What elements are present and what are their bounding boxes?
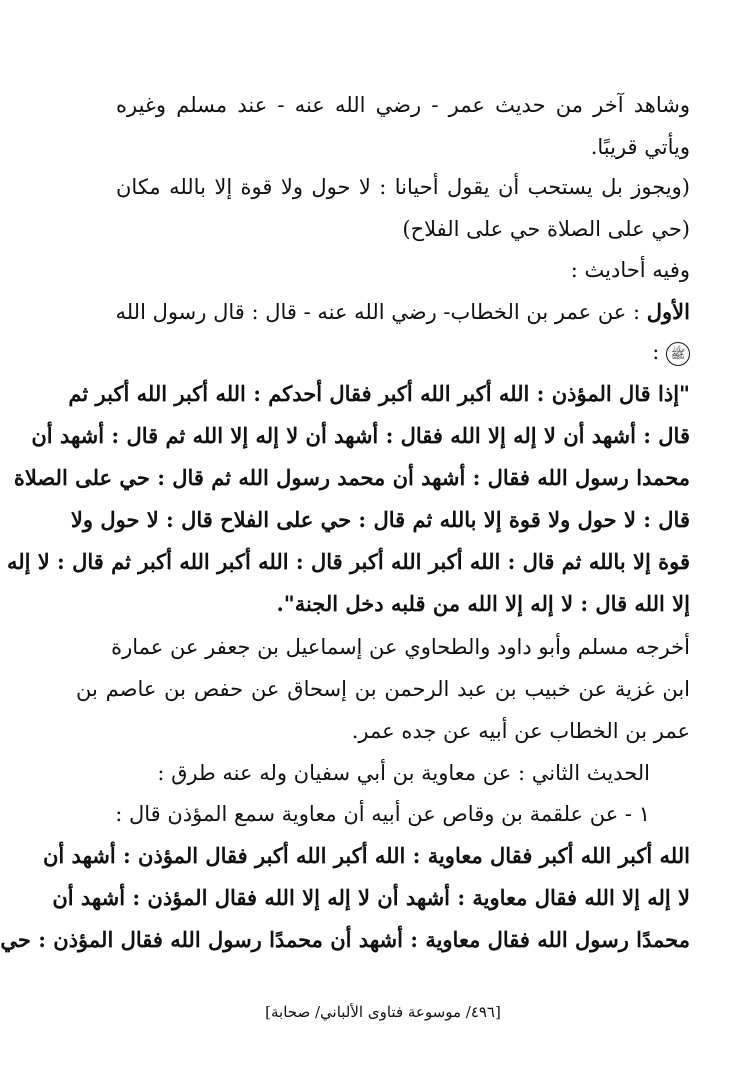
hadith-1-text-line-4: قال : لا حول ولا قوة إلا بالله ثم قال : حي على الفلاح قال : لا حول ولا (70, 507, 690, 532)
hadith-1-intro-text: : عن عمر بن الخطاب- رضي الله عنه - قال : قال رسول الله (115, 300, 641, 324)
hadith-2-route-1: ١ - عن علقمة بن وقاص عن أبيه أن معاوية سمع المؤذن قال : (115, 802, 650, 826)
hadith-1-text-line-5: قوة إلا بالله ثم قال : الله أكبر الله أكبر قال : الله أكبر الله أكبر ثم قال : لا إله (6, 549, 690, 574)
paragraph-1-line-2: ويأتي قريبًا. (590, 135, 690, 159)
hadith-2-text-line-2: لا إله إلا الله فقال معاوية : أشهد أن لا إله إلا الله فقال المؤذن : أشهد أن (52, 885, 690, 910)
paragraph-2-line-3: وفيه أحاديث : (570, 258, 690, 282)
hadith-1-text-line-2: قال : أشهد أن لا إله إلا الله فقال : أشهد أن لا إله إلا الله ثم قال : أشهد أن (31, 423, 690, 448)
salawat-seal-icon: ﷺ (666, 342, 690, 366)
takhrij-line-1: أخرجه مسلم وأبو داود والطحاوي عن إسماعيل بن جعفر عن عمارة (111, 635, 690, 659)
paragraph-2-line-1: (ويجوز بل يستحب أن يقول أحيانا : لا حول ولا قوة إلا بالله مكان (116, 175, 690, 199)
hadith-2-text-line-1: الله أكبر الله أكبر فقال معاوية : الله أكبر الله أكبر فقال المؤذن : أشهد أن (42, 843, 690, 868)
hadith-2-text-line-3: محمدًا رسول الله فقال معاوية : أشهد أن محمدًا رسول الله فقال المؤذن : حي (0, 927, 690, 952)
paragraph-1-line-1: وشاهد آخر من حديث عمر - رضي الله عنه - عند مسلم وغيره (116, 93, 690, 117)
paragraph-2-line-2: (حي على الصلاة حي على الفلاح) (402, 217, 690, 241)
hadith-1-colon: : (652, 340, 660, 364)
hadith-1-label: الأول (646, 299, 690, 324)
hadith-1-text-line-3: محمدا رسول الله فقال : أشهد أن محمد رسول الله ثم قال : حي على الصلاة (13, 465, 690, 490)
hadith-1-text-line-1: "إذا قال المؤذن : الله أكبر الله أكبر فقال أحدكم : الله أكبر الله أكبر ثم (68, 381, 690, 406)
hadith-2-heading: الحديث الثاني : عن معاوية بن أبي سفيان وله عنه طرق : (157, 761, 650, 785)
page-footer: [٤٩٦/ موسوعة فتاوى الألباني/ صحابة] (265, 1003, 501, 1021)
hadith-1-text-line-6: إلا الله قال : لا إله إلا الله من قلبه دخل الجنة". (276, 591, 690, 616)
hadith-1-salawat-line (76, 335, 690, 369)
takhrij-line-2: ابن غزية عن خبيب بن عبد الرحمن بن إسحاق عن حفص بن عاصم بن (76, 677, 690, 701)
takhrij-line-3: عمر بن الخطاب عن أبيه عن جده عمر. (351, 719, 690, 743)
hadith-1-intro (116, 295, 690, 329)
